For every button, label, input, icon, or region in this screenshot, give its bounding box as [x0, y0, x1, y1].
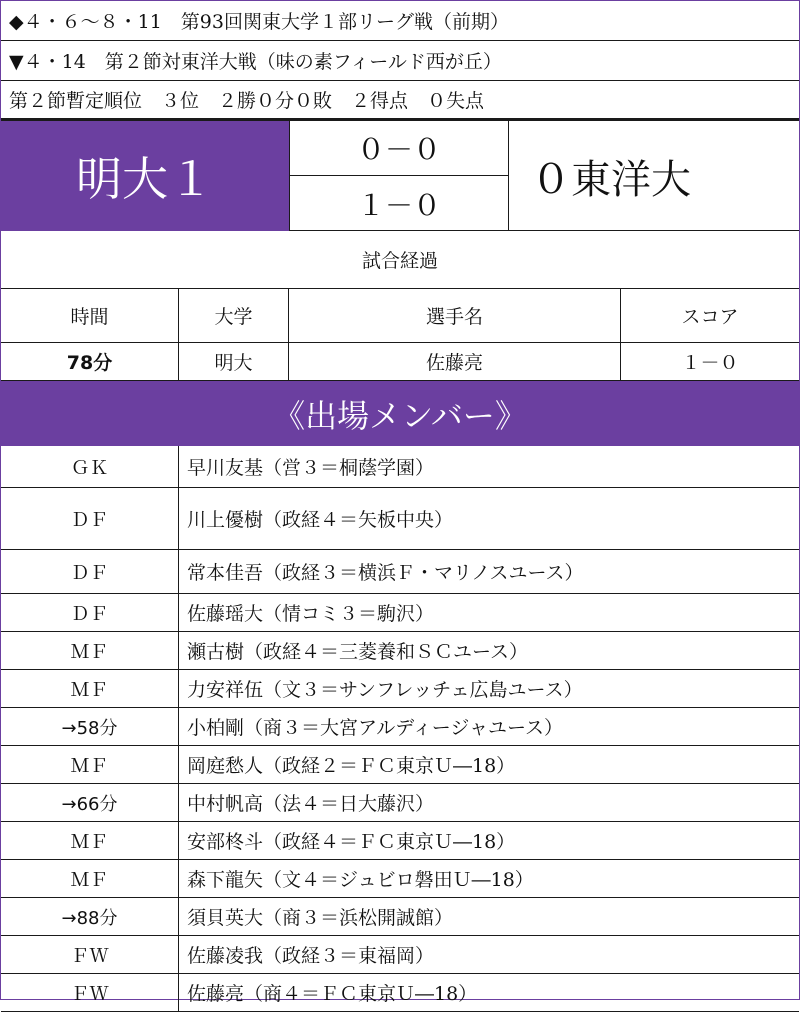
member-name: 常本佳吾（政経３＝横浜Ｆ・マリノスユース）: [187, 562, 584, 584]
member-position: →58分: [1, 708, 179, 745]
member-name: 力安祥伍（文３＝サンフレッチェ広島ユース）: [187, 679, 583, 701]
member-position: ＧＫ: [1, 446, 179, 487]
column-header-score: スコア: [681, 306, 739, 328]
member-name: 佐藤瑶大（情コミ３＝駒沢）: [187, 603, 435, 625]
member-position: ＭＦ: [1, 632, 179, 669]
list-item: [1, 974, 799, 1012]
progress-table-header: [1, 289, 799, 343]
list-item: [1, 446, 799, 488]
member-name: 小柏剛（商３＝大宮アルディージャユース）: [187, 717, 564, 739]
member-position: ＤＦ: [1, 594, 179, 631]
member-position: ＭＦ: [1, 670, 179, 707]
member-name: 安部柊斗（政経４＝ＦＣ東京Ｕ―18）: [187, 831, 516, 853]
members-title: 《出場メンバー》: [1, 381, 799, 446]
list-item: [1, 898, 799, 936]
list-item: [1, 670, 799, 708]
table-row: [1, 343, 799, 381]
member-name: 岡庭愁人（政経２＝ＦＣ東京Ｕ―18）: [187, 755, 516, 777]
list-item: [1, 550, 799, 594]
member-position: ＭＦ: [1, 746, 179, 783]
home-team-score: 明大１: [1, 121, 289, 231]
list-item: [1, 594, 799, 632]
member-name: 森下龍矢（文４＝ジュビロ磐田Ｕ―18）: [187, 869, 534, 891]
scoreboard: [1, 119, 799, 231]
member-list: [1, 446, 799, 1012]
list-item: [1, 632, 799, 670]
goal-team: 明大: [179, 343, 289, 380]
goal-player: 佐藤亮: [289, 343, 621, 380]
member-name: 佐藤凌我（政経３＝東福岡）: [187, 945, 435, 967]
list-item: [1, 488, 799, 550]
member-position: ＦＷ: [1, 936, 179, 973]
member-position: →88分: [1, 898, 179, 935]
member-position: ＭＦ: [1, 860, 179, 897]
column-header-time: 時間: [1, 289, 179, 342]
member-position: ＦＷ: [1, 974, 179, 1011]
member-name: 瀬古樹（政経４＝三菱養和ＳＣユース）: [187, 641, 529, 663]
list-item: [1, 784, 799, 822]
member-position: ＭＦ: [1, 822, 179, 859]
member-name: 中村帆高（法４＝日大藤沢）: [187, 793, 435, 815]
goal-score: １－０: [681, 352, 739, 374]
list-item: [1, 708, 799, 746]
list-item: [1, 746, 799, 784]
league-title: ◆４・６～８・11 第93回関東大学１部リーグ戦（前期）: [1, 1, 799, 41]
list-item: [1, 860, 799, 898]
second-half-score: １－０: [289, 176, 509, 231]
column-header-player: 選手名: [289, 289, 621, 342]
member-name: 佐藤亮（商４＝ＦＣ東京Ｕ―18）: [187, 983, 478, 1005]
first-half-score: ０－０: [289, 121, 509, 176]
match-title: ▼４・14 第２節対東洋大戦（味の素フィールド西が丘）: [1, 41, 799, 81]
member-name: 川上優樹（政経４＝矢板中央）: [187, 509, 454, 531]
member-position: ＤＦ: [1, 488, 179, 549]
standing-summary: 第２節暫定順位 ３位 ２勝０分０敗 ２得点 ０失点: [1, 81, 799, 119]
member-name: 須貝英大（商３＝浜松開誠館）: [187, 907, 454, 929]
list-item: [1, 936, 799, 974]
member-name: 早川友基（営３＝桐蔭学園）: [187, 457, 435, 479]
member-position: →66分: [1, 784, 179, 821]
match-progress-title: 試合経過: [1, 231, 799, 289]
column-header-team: 大学: [179, 289, 289, 342]
goal-time: 78分: [1, 343, 179, 380]
away-team-score: ０東洋大: [531, 156, 691, 203]
list-item: [1, 822, 799, 860]
member-position: ＤＦ: [1, 550, 179, 593]
